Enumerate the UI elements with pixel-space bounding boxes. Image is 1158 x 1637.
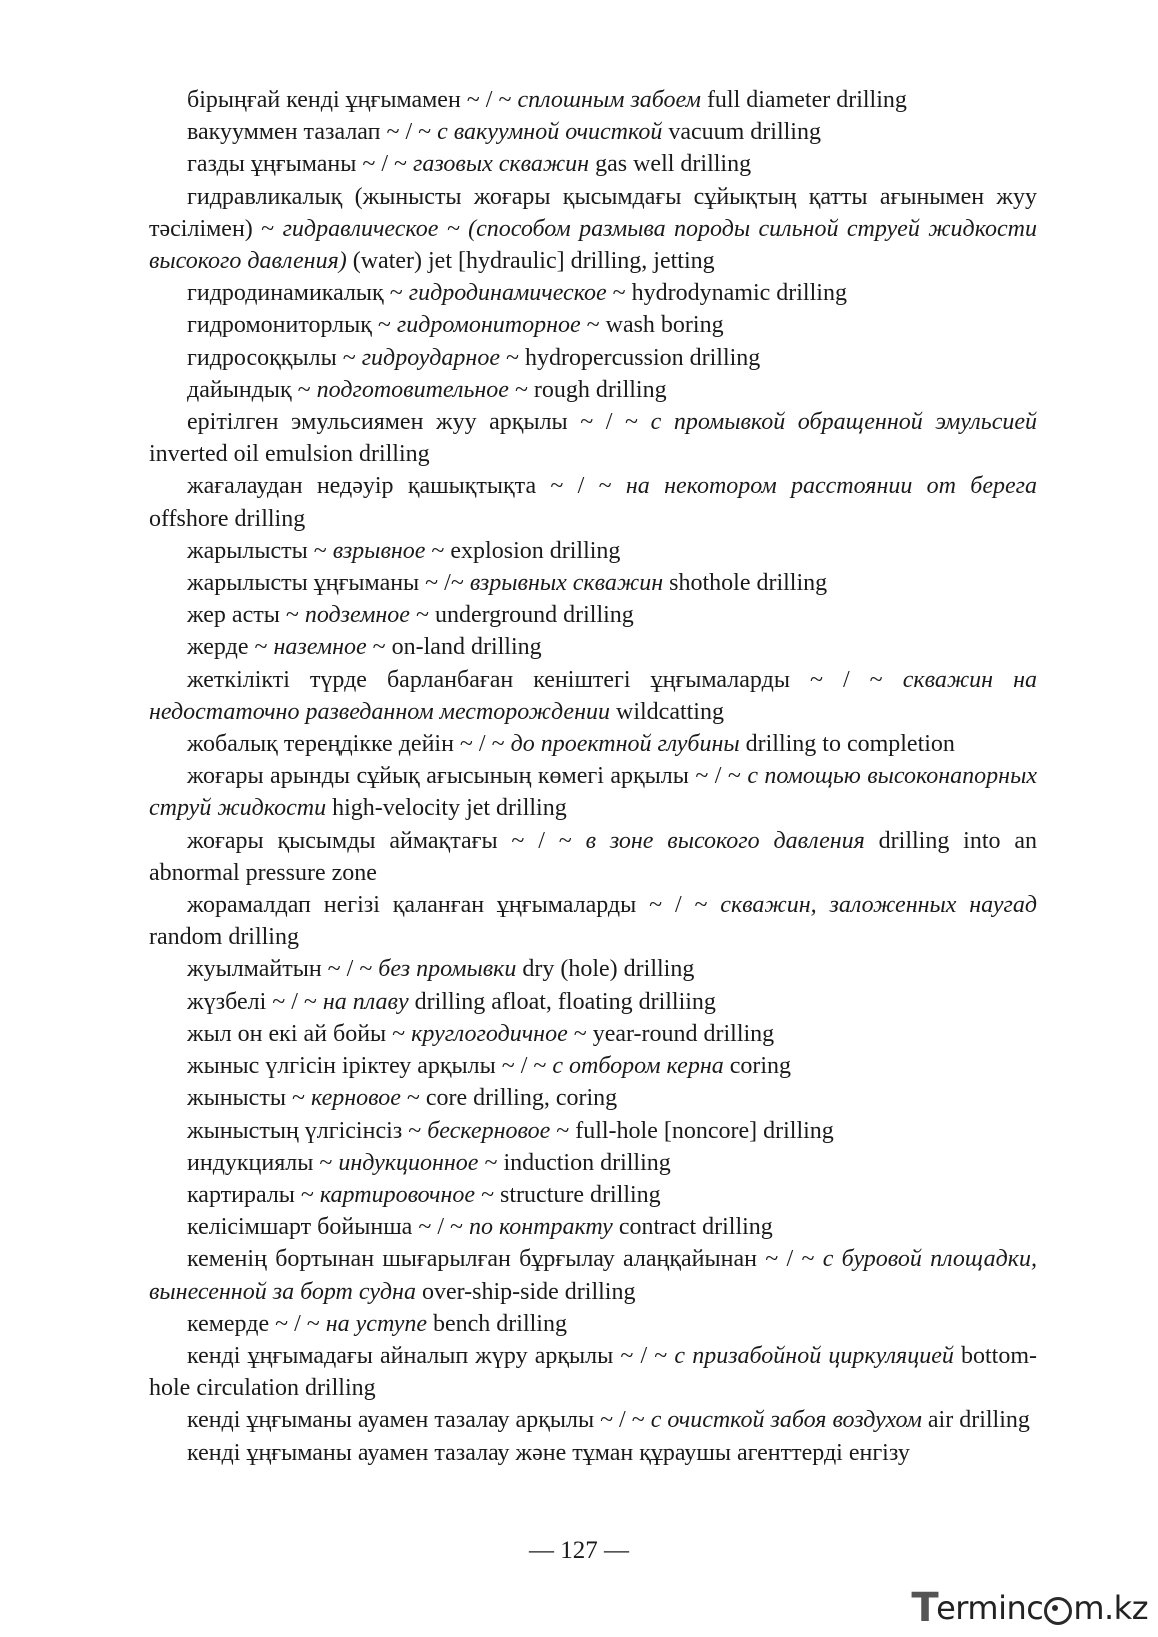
entry-russian: гидроударное [361,344,500,371]
entry-russian: газовых скважин [412,151,590,178]
dictionary-entry [149,1243,1037,1307]
entry-kazakh: ерітілген эмульсиямен жуу арқылы ~ / ~ [187,409,651,436]
entry-english: vacuum drilling [662,119,821,146]
entry-russian: с очисткой забоя воздухом [650,1407,922,1434]
entry-russian: на плаву [322,988,409,1015]
entry-english: ~ induction drilling [478,1149,671,1176]
entry-russian: гидромониторное [396,312,581,339]
page-number: — 127 — [529,1537,629,1564]
entry-kazakh: жорамалдап негізі қаланған ұңғымаларды ~ / ~ [187,892,721,919]
dictionary-entry [149,1018,1037,1050]
entry-kazakh: жыныс үлгісін іріктеу арқылы ~ / ~ [187,1053,553,1080]
entry-russian: круглогодичное [411,1020,568,1047]
entry-english: ~ year-round drilling [567,1020,775,1047]
dictionary-entry [149,116,1037,148]
entry-english: bottom-hole circulation drilling [149,1342,1037,1402]
entry-kazakh: жеткілікті түрде барланбаған кеніштегі ұңғымаларды ~ / ~ [187,666,903,693]
entry-english: gas well drilling [589,151,752,178]
dictionary-entry [149,374,1037,406]
entry-kazakh: жер асты ~ [187,602,305,629]
entry-english: random drilling [149,924,299,951]
entry-russian: с промывкой обращенной эмульсией [650,409,1038,436]
entry-english: dry (hole) drilling [516,956,695,983]
dictionary-entry [149,1211,1037,1243]
entry-kazakh: жынысты ~ [187,1085,311,1112]
entry-english: inverted oil emulsion drilling [149,441,430,468]
dictionary-entry [149,406,1037,470]
entry-english: drilling into an abnormal pressure zone [149,827,1038,886]
watermark-letter-t: T [911,1585,939,1631]
entry-russian: гидродинамическое [408,280,607,307]
entry-kazakh: гидромониторлық ~ [187,312,397,339]
entry-russian: с помощью высоконапорных струй жидкости [149,763,1037,822]
entry-english: ~ wash boring [580,312,724,339]
entry-kazakh: жарылысты ~ [187,537,333,564]
dictionary-entry [149,953,1037,985]
entry-russian: взрывных скважин [469,570,664,597]
dictionary-entry [149,535,1037,567]
entry-russian: без промывки [378,956,517,983]
entry-english: shothole drilling [663,570,828,597]
dictionary-entry [149,181,1037,278]
dictionary-entry [149,277,1037,309]
entry-english: ~ core drilling, coring [400,1085,618,1112]
dictionary-entry [149,84,1037,116]
dictionary-entry [149,1179,1037,1211]
entry-kazakh: газды ұңғыманы ~ / ~ [187,151,413,178]
entry-english: ~ structure drilling [475,1181,661,1208]
entry-english: ~ underground drilling [409,602,634,629]
entry-kazakh: вакууммен тазалап ~ / ~ [187,119,438,146]
entry-english: (water) jet [hydraulic] drilling, jetting [346,248,715,275]
entry-english: bench drilling [427,1310,567,1337]
entry-english: ~ full-hole [noncore] drilling [550,1117,834,1144]
entry-english: contract drilling [612,1214,773,1241]
dictionary-entry [149,342,1037,374]
entry-kazakh: кенді ұңғыманы ауамен тазалау арқылы ~ / ~ [187,1407,651,1434]
dictionary-entry [149,599,1037,631]
entry-kazakh: жоғары қысымды аймақтағы ~ / ~ [187,827,586,854]
entry-kazakh: гидродинамикалық ~ [187,280,409,307]
dictionary-entry [149,1404,1037,1436]
entry-english: ~ hydropercussion drilling [500,344,761,371]
entry-russian: по контракту [468,1214,613,1241]
entry-russian: в зоне высокого давления [585,827,865,854]
entry-kazakh: гидравликалық (жынысты жоғары қысымдағы сұйықтың қатты ағынымен жуу тәсілімен) ~ [149,183,1037,242]
dictionary-entry [149,309,1037,341]
entry-english: drilling to completion [739,731,955,758]
entry-kazakh: бірыңғай кенді ұңғымамен ~ / ~ [187,87,518,113]
entry-kazakh: жарылысты ұңғыманы ~ /~ [187,570,470,597]
dictionary-text [149,84,1037,1469]
entry-kazakh: кеменің бортынан шығарылған бұрғылау алаңқайынан ~ / ~ [187,1246,823,1273]
entry-kazakh: картиралы ~ [187,1181,320,1208]
entry-russian: наземное [273,634,367,661]
entry-kazakh: дайындық ~ [187,376,317,403]
entry-kazakh: гидросоққылы ~ [187,344,362,371]
entry-kazakh: жобалық тереңдікке дейін ~ / ~ [187,731,511,758]
site-watermark [911,1586,1148,1630]
dictionary-entry [149,1147,1037,1179]
entry-english: wildcatting [610,698,724,725]
dictionary-entry [149,760,1037,824]
entry-russian: до проектной глубины [510,731,740,758]
entry-english: coring [723,1053,792,1080]
entry-russian: картировочное [319,1181,476,1208]
entry-russian: скважин на недостаточно разведанном месторождении [149,666,1037,725]
entry-english: ~ rough drilling [508,376,667,403]
entry-russian: с призабойной циркуляцией [674,1342,954,1369]
entry-kazakh: келісімшарт бойынша ~ / ~ [187,1214,469,1241]
dictionary-entry [149,889,1037,953]
entry-kazakh: жыныстың үлгісінсіз ~ [187,1117,428,1144]
entry-kazakh: жерде ~ [187,634,274,661]
entry-kazakh: жуылмайтын ~ / ~ [187,956,379,983]
dictionary-entry [149,567,1037,599]
dictionary-entry [149,1050,1037,1082]
entry-kazakh: кенді ұңғымадағы айналып жүру арқылы ~ / ~ [187,1342,675,1369]
entry-kazakh: жоғары арынды сұйық ағысының көмегі арқылы ~ / ~ [187,763,748,790]
entry-kazakh: кемерде ~ / ~ [187,1310,326,1337]
watermark-text: erminc [936,1589,1044,1627]
entry-russian: на уступе [325,1310,427,1337]
entry-english: ~ hydrodynamic drilling [606,280,847,307]
dictionary-entry [149,1437,1037,1469]
entry-russian: индукционное [338,1149,479,1176]
watermark-text-end: m.kz [1073,1589,1148,1627]
entry-russian: подготовительное [316,376,509,403]
dictionary-entry [149,1308,1037,1340]
dictionary-entry [149,1115,1037,1147]
entry-kazakh: кенді ұңғыманы ауамен тазалау және тұман құраушы агенттерді енгізу [187,1439,910,1466]
entry-russian: бескерновое [427,1117,551,1144]
entry-russian: гидравлическое ~ (способом размыва породы сильной струей жидкости высокого давления) [149,215,1037,275]
entry-english: full diameter drilling [700,87,907,113]
entry-russian: взрывное [332,537,426,564]
dictionary-entry [149,664,1037,728]
dictionary-entry [149,1082,1037,1114]
dictionary-entry [149,986,1037,1018]
entry-russian: на некотором расстоянии от берега [625,473,1037,500]
entry-english: ~ on-land drilling [366,634,542,661]
circle-o-icon [1044,1597,1072,1625]
entry-russian: скважин, заложенных наугад [720,892,1037,919]
dictionary-entry [149,631,1037,663]
entry-english: offshore drilling [149,505,306,532]
entry-kazakh: жыл он екі ай бойы ~ [187,1020,412,1047]
entry-russian: подземное [304,602,410,629]
entry-kazakh: жағалаудан недәуір қашықтықта ~ / ~ [187,473,626,500]
dictionary-entry [149,1340,1037,1404]
dictionary-entry [149,825,1037,889]
entry-english: air drilling [921,1407,1030,1434]
entry-kazakh: жүзбелі ~ / ~ [187,988,323,1015]
entry-english: drilling afloat, floating drilliing [408,988,716,1015]
dictionary-entry [149,728,1037,760]
entry-russian: сплошным забоем [517,87,701,113]
entry-russian: с вакуумной очисткой [437,119,663,146]
entry-russian: с буровой площадки, вынесенной за борт судна [149,1246,1037,1305]
entry-english: high-velocity jet drilling [326,795,567,822]
dictionary-entry [149,470,1037,534]
entry-kazakh: индукциялы ~ [187,1149,339,1176]
entry-english: ~ explosion drilling [425,537,621,564]
entry-english: over-ship-side drilling [415,1278,636,1305]
entry-russian: керновое [310,1085,401,1112]
dictionary-entry [149,148,1037,180]
entry-russian: с отбором керна [552,1053,724,1080]
